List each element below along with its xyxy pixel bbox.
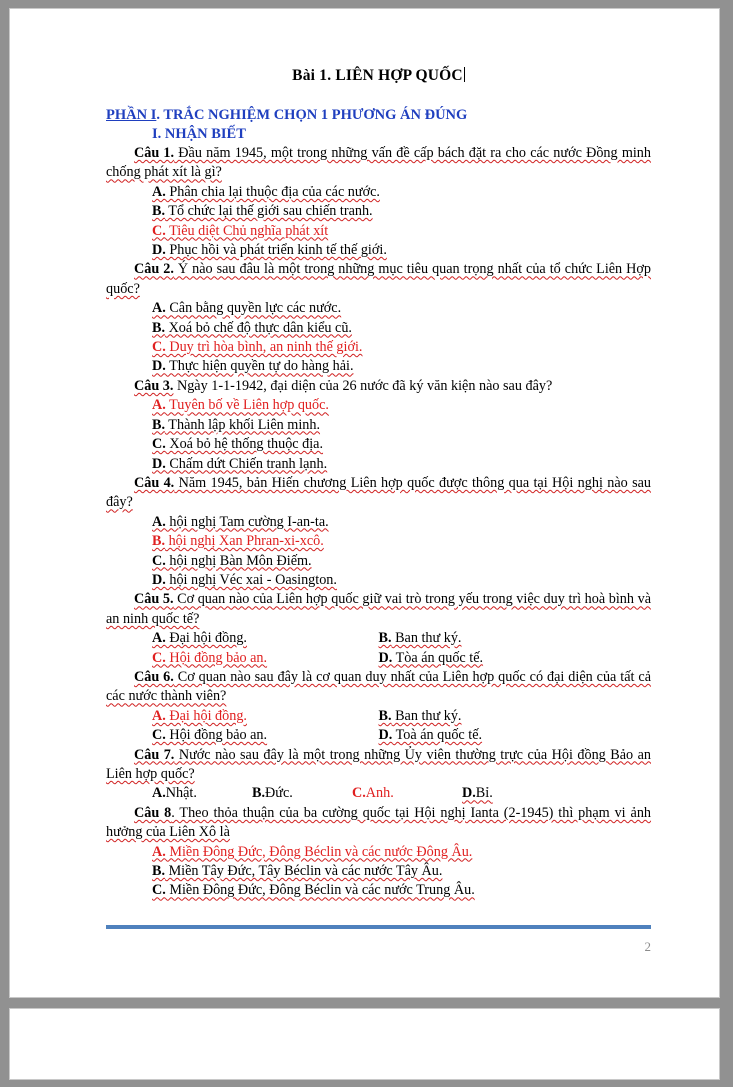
question-2 xyxy=(106,260,651,299)
question-2-label: Câu 2. xyxy=(134,261,174,278)
option-letter: C. xyxy=(152,552,166,569)
option-letter: D. xyxy=(152,242,166,259)
option-text: Ban thư ký. xyxy=(391,707,462,724)
option-text: Nhật. xyxy=(165,785,197,802)
option-letter: D. xyxy=(462,785,476,802)
question-6-options-row-1 xyxy=(106,707,651,726)
option-letter: C. xyxy=(352,785,366,802)
option-text: hội nghị Tam cường I-an-ta. xyxy=(165,513,329,530)
question-4-option-b xyxy=(106,532,651,551)
question-1 xyxy=(106,144,651,183)
question-5-option-c xyxy=(106,649,379,668)
question-7-option-b xyxy=(252,784,352,803)
option-text: Bỉ. xyxy=(475,785,493,802)
option-text: Phân chia lại thuộc địa của các nước. xyxy=(165,183,380,200)
document-title xyxy=(106,67,651,85)
option-text: Miền Đông Đức, Đông Béclin và các nước Đông Âu. xyxy=(165,843,473,860)
option-letter: C. xyxy=(152,339,166,356)
page-number: 2 xyxy=(644,939,651,954)
option-letter: A. xyxy=(152,183,166,200)
question-4 xyxy=(106,474,651,513)
footer-divider xyxy=(106,925,651,929)
option-text: Chấm dứt Chiến tranh lạnh. xyxy=(165,455,328,472)
question-6-text: Cơ quan nào sau đây là cơ quan duy nhất của Liên hợp quốc có đại diện của tất cả các nước thành viên? xyxy=(106,668,651,705)
option-text: Cân bằng quyền lực các nước. xyxy=(165,300,342,317)
section-heading-rest: . TRẮC NGHIỆM CHỌN 1 PHƯƠNG ÁN ĐÚNG xyxy=(156,107,468,123)
option-text: Toà án quốc tế. xyxy=(392,727,483,744)
question-6-options-row-2 xyxy=(106,726,651,745)
question-1-option-a xyxy=(106,183,651,202)
option-letter: A. xyxy=(152,513,166,530)
question-6-option-d xyxy=(379,726,652,745)
question-8-option-b xyxy=(106,862,651,881)
option-letter: A. xyxy=(152,630,166,647)
question-8-option-a xyxy=(106,843,651,862)
option-text: Hội đồng bảo an. xyxy=(165,727,268,744)
question-3-label: Câu 3. xyxy=(134,377,174,394)
option-letter: C. xyxy=(152,222,166,239)
question-3-option-a xyxy=(106,396,651,415)
question-6-option-a xyxy=(106,707,379,726)
question-5-option-d xyxy=(379,649,652,668)
option-letter: D. xyxy=(378,649,393,666)
question-4-text: Năm 1945, bản Hiến chương Liên hợp quốc được thông qua tại Hội nghị nào sau đây? xyxy=(106,474,651,511)
question-2-text: Ý nào sau đâu là một trong những mục tiêu quan trọng nhất của tổ chức Liên Hợp quốc? xyxy=(106,261,651,297)
section-heading-underlined: PHẦN I xyxy=(106,107,157,123)
question-3 xyxy=(106,377,651,396)
option-letter: B. xyxy=(152,319,166,336)
option-text: hội nghị Bàn Môn Điếm. xyxy=(165,552,312,569)
question-1-option-d xyxy=(106,241,651,260)
option-text: Xoá bỏ hệ thống thuộc địa. xyxy=(165,436,324,453)
option-text: hội nghị Xan Phran-xi-xcô. xyxy=(165,533,324,550)
question-6 xyxy=(106,668,651,707)
option-text: Đức. xyxy=(265,785,293,802)
option-letter: D. xyxy=(152,455,166,472)
question-8-label: Câu 8 xyxy=(134,804,172,821)
question-5-text: Cơ quan nào của Liên hợp quốc giữ vai trò trong yếu trong việc duy trì hoà bình và an ninh quốc tế? xyxy=(106,591,651,627)
option-letter: B. xyxy=(152,203,166,220)
question-4-option-a xyxy=(106,513,651,532)
option-text: Ban thư ký. xyxy=(391,630,462,647)
question-3-option-c xyxy=(106,435,651,454)
question-7-option-d xyxy=(462,784,562,803)
document-page-1 xyxy=(9,8,720,998)
question-5-options-row-2 xyxy=(106,649,651,668)
question-6-option-c xyxy=(106,726,379,745)
question-2-option-d xyxy=(106,357,651,376)
option-text: Phục hồi và phát triển kinh tế thế giới. xyxy=(165,242,387,259)
option-text: Đại hội đồng. xyxy=(165,707,247,724)
page-content xyxy=(106,67,651,901)
option-text: Duy trì hòa bình, an ninh thế giới. xyxy=(165,339,363,356)
question-5-options-row-1 xyxy=(106,629,651,648)
question-8 xyxy=(106,804,651,843)
option-letter: A. xyxy=(152,843,166,860)
question-1-label: Câu 1. xyxy=(134,145,175,161)
option-letter: B. xyxy=(152,416,166,433)
question-8-text: . Theo thỏa thuận của ba cường quốc tại Hội nghị Ianta (2-1945) thì phạm vi ảnh hưởng của Liên Xô là xyxy=(106,804,652,841)
option-text: Miền Tây Đức, Tây Béclin và các nước Tây Âu. xyxy=(165,863,443,880)
option-text: Xoá bỏ chế độ thực dân kiểu cũ. xyxy=(165,319,352,336)
question-5 xyxy=(106,590,651,629)
question-8-option-c xyxy=(106,881,651,900)
question-6-option-b xyxy=(379,707,652,726)
question-5-option-a xyxy=(106,629,379,648)
question-7-option-a xyxy=(152,784,252,803)
option-letter: D. xyxy=(378,727,393,744)
option-letter: A. xyxy=(152,785,166,802)
option-letter: B. xyxy=(152,863,166,880)
option-text: Tổ chức lại thế giới sau chiến tranh. xyxy=(165,203,373,220)
option-letter: A. xyxy=(152,707,166,724)
option-letter: B. xyxy=(252,785,266,802)
section-heading xyxy=(106,107,651,124)
document-title-text: Bài 1. LIÊN HỢP QUỐC xyxy=(292,67,463,84)
question-1-option-c xyxy=(106,222,651,241)
question-7-text: Nước nào sau đây là một trong những Ủy viên thường trực của Hội đồng Bảo an Liên hợp quốc? xyxy=(106,746,651,782)
option-letter: B. xyxy=(378,630,392,647)
option-text: Thành lập khối Liên minh. xyxy=(165,416,321,433)
question-4-option-c xyxy=(106,552,651,571)
option-letter: B. xyxy=(152,533,166,550)
option-text: Thực hiện quyền tự do hàng hải. xyxy=(165,358,354,375)
question-4-label: Câu 4. xyxy=(134,474,175,491)
document-page-2 xyxy=(9,1008,720,1080)
question-5-label: Câu 5. xyxy=(134,591,174,608)
question-3-option-b xyxy=(106,416,651,435)
option-text: hội nghị Véc xai - Oasington. xyxy=(165,571,337,588)
text-cursor xyxy=(464,67,465,82)
option-letter: A. xyxy=(152,397,166,414)
question-1-option-b xyxy=(106,202,651,221)
question-3-option-d xyxy=(106,455,651,474)
option-letter: B. xyxy=(378,707,392,724)
question-7-label: Câu 7. xyxy=(134,746,175,763)
option-letter: C. xyxy=(152,882,166,899)
option-letter: D. xyxy=(152,358,166,375)
question-2-option-a xyxy=(106,299,651,318)
option-text: Tuyên bố về Liên hợp quốc. xyxy=(165,397,329,414)
question-2-option-c xyxy=(106,338,651,357)
question-6-label: Câu 6. xyxy=(134,668,174,685)
option-letter: C. xyxy=(152,649,166,666)
question-3-text: Ngày 1-1-1942, đại diện của 26 nước đã ký văn kiện nào sau đây? xyxy=(173,377,553,394)
option-text: Đại hội đồng. xyxy=(165,630,247,647)
question-7-options xyxy=(106,784,651,803)
option-letter: D. xyxy=(152,571,166,588)
option-letter: C. xyxy=(152,436,166,453)
option-text: Hội đồng bảo an. xyxy=(165,649,268,666)
option-text: Tiêu diệt Chủ nghĩa phát xít xyxy=(165,222,329,239)
question-4-option-d xyxy=(106,571,651,590)
question-5-option-b xyxy=(379,629,652,648)
option-letter: A. xyxy=(152,300,166,317)
question-1-text: Đầu năm 1945, một trong những vấn đề cấp bách đặt ra cho các nước Đồng minh chống phát xít là gì? xyxy=(106,145,651,181)
question-7 xyxy=(106,746,651,785)
subsection-heading: I. NHẬN BIẾT xyxy=(152,126,246,142)
option-text: Anh. xyxy=(365,785,394,802)
option-text: Tòa án quốc tế. xyxy=(392,649,484,666)
option-text: Miền Đông Đức, Đông Béclin và các nước Trung Âu. xyxy=(165,882,475,899)
question-7-option-c xyxy=(352,784,462,803)
option-letter: C. xyxy=(152,727,166,744)
question-2-option-b xyxy=(106,319,651,338)
